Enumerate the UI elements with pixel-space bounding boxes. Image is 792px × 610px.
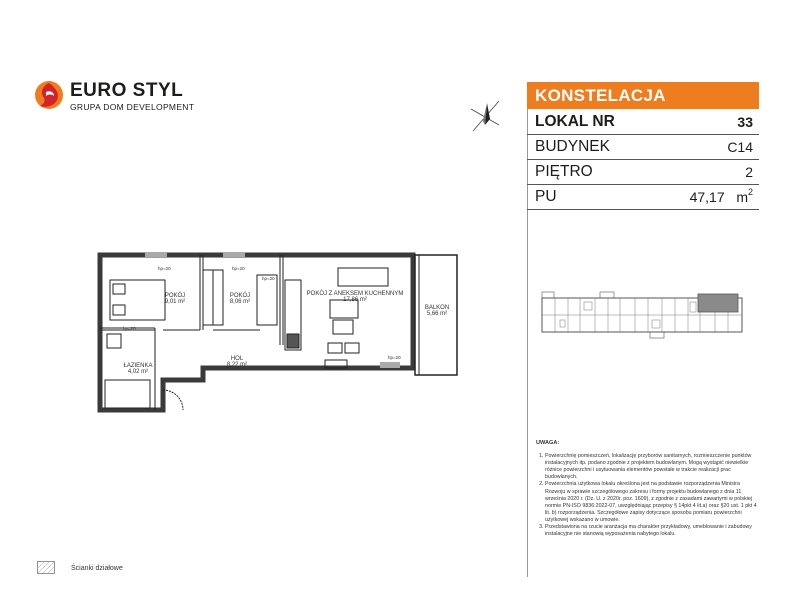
- row-lokal: [527, 110, 759, 135]
- notes-section: [536, 440, 758, 538]
- legend-label: Ścianki działowe: [71, 565, 123, 572]
- project-name: KONSTELACJA: [535, 86, 666, 105]
- room-lazienka-name: ŁAZIENKA: [123, 363, 153, 369]
- room-salon-name: POKÓJ Z ANEKSEM KUCHENNYM: [306, 291, 404, 297]
- row-pu: [527, 185, 759, 210]
- room-balkon-name: BALKON: [424, 305, 450, 311]
- room-pokoj-2: [225, 293, 255, 305]
- building-key-plan: [540, 290, 752, 340]
- notes-list: [536, 453, 758, 538]
- room-balkon-area: 5,66 m²: [426, 311, 448, 317]
- room-pokoj-1-area: 9,01 m²: [164, 299, 186, 305]
- budynek-value: C14: [727, 139, 753, 155]
- north-arrow-icon: [465, 95, 505, 137]
- row-pietro: [527, 160, 759, 185]
- lokal-value: 33: [737, 114, 753, 130]
- row-budynek: [527, 135, 759, 160]
- brand-subtitle: GRUPA DOM DEVELOPMENT: [70, 102, 195, 112]
- room-pokoj-1: [160, 293, 190, 305]
- lokal-label: LOKAL NR: [535, 113, 615, 130]
- room-pokoj-2-name: POKÓJ: [229, 293, 251, 299]
- window-mark-2: hp=20: [232, 266, 245, 271]
- pietro-value: 2: [745, 164, 753, 180]
- room-salon-area: 17,86 m²: [343, 297, 367, 303]
- room-hol: [222, 356, 252, 368]
- note-item: 1. Powierzchnię pomieszczeń, lokalizację przyborów sanitarnych, rozmieszczenie punktów instalacyjnych itp. podano zgodnie z projektem budowlanym. Mogą wystąpić niewielkie różnice powierzchni i usytuowania elementów powstałe w trakcie realizacji prac budowlanych.: [545, 453, 758, 481]
- window-mark-3: hp=20: [123, 326, 136, 331]
- room-hol-name: HOL: [230, 356, 244, 362]
- pu-label: PU: [535, 188, 557, 205]
- floor-plan: [95, 250, 465, 415]
- room-pokoj-2-area: 8,06 m²: [229, 299, 251, 305]
- window-mark-5: hp=20: [388, 355, 401, 360]
- budynek-label: BUDYNEK: [535, 138, 610, 155]
- room-pokoj-1-name: POKÓJ: [164, 293, 186, 299]
- notes-title: UWAGA:: [536, 440, 560, 446]
- project-header: [527, 82, 759, 109]
- window-mark-4: hp=20: [262, 276, 275, 281]
- euro-styl-logo-icon: [34, 80, 64, 110]
- pu-value-group: [690, 189, 753, 205]
- pietro-label: PIĘTRO: [535, 163, 593, 180]
- pu-unit-sup: 2: [747, 187, 753, 197]
- room-balkon: [417, 305, 457, 317]
- room-hol-area: 8,22 m²: [226, 362, 248, 368]
- brand-name: EURO STYL: [70, 80, 184, 101]
- room-lazienka: [118, 363, 158, 375]
- pu-unit: m: [736, 189, 748, 205]
- room-salon: [300, 291, 410, 303]
- room-lazienka-area: 4,02 m²: [127, 369, 149, 375]
- pu-value: 47,17: [689, 189, 725, 205]
- partition-wall-legend-icon: [37, 561, 55, 574]
- note-item: 2. Powierzchnia użytkowa lokalu określona jest na podstawie rozporządzenia Ministra Rozwoju w sprawie szczegółowego zakresu i formy projektu budowlanego z dnia 11 września 2020 r. (Dz. U. z 2020r. poz. 1609), z zgodnie z zasadami zawartymi w polskiej normie PN-ISO 9836:2022-07, uwzględniając przepisy § 14pkt 4 lit.a) oraz §20 ust. 1 pkt 4 lit. b) rozporządzenia. Szczegółowe zapisy dotyczące sposobu pomiaru powierzchni użytkowej wskazano w umowie.: [545, 481, 758, 524]
- window-mark-1: hp=20: [158, 266, 171, 271]
- note-item: 3. Przedstawiona na rzucie aranżacja ma charakter przykładowy, umeblowanie i zabudowy instalacyjne nie stanowią wyposażenia nabytego lokalu.: [545, 524, 758, 538]
